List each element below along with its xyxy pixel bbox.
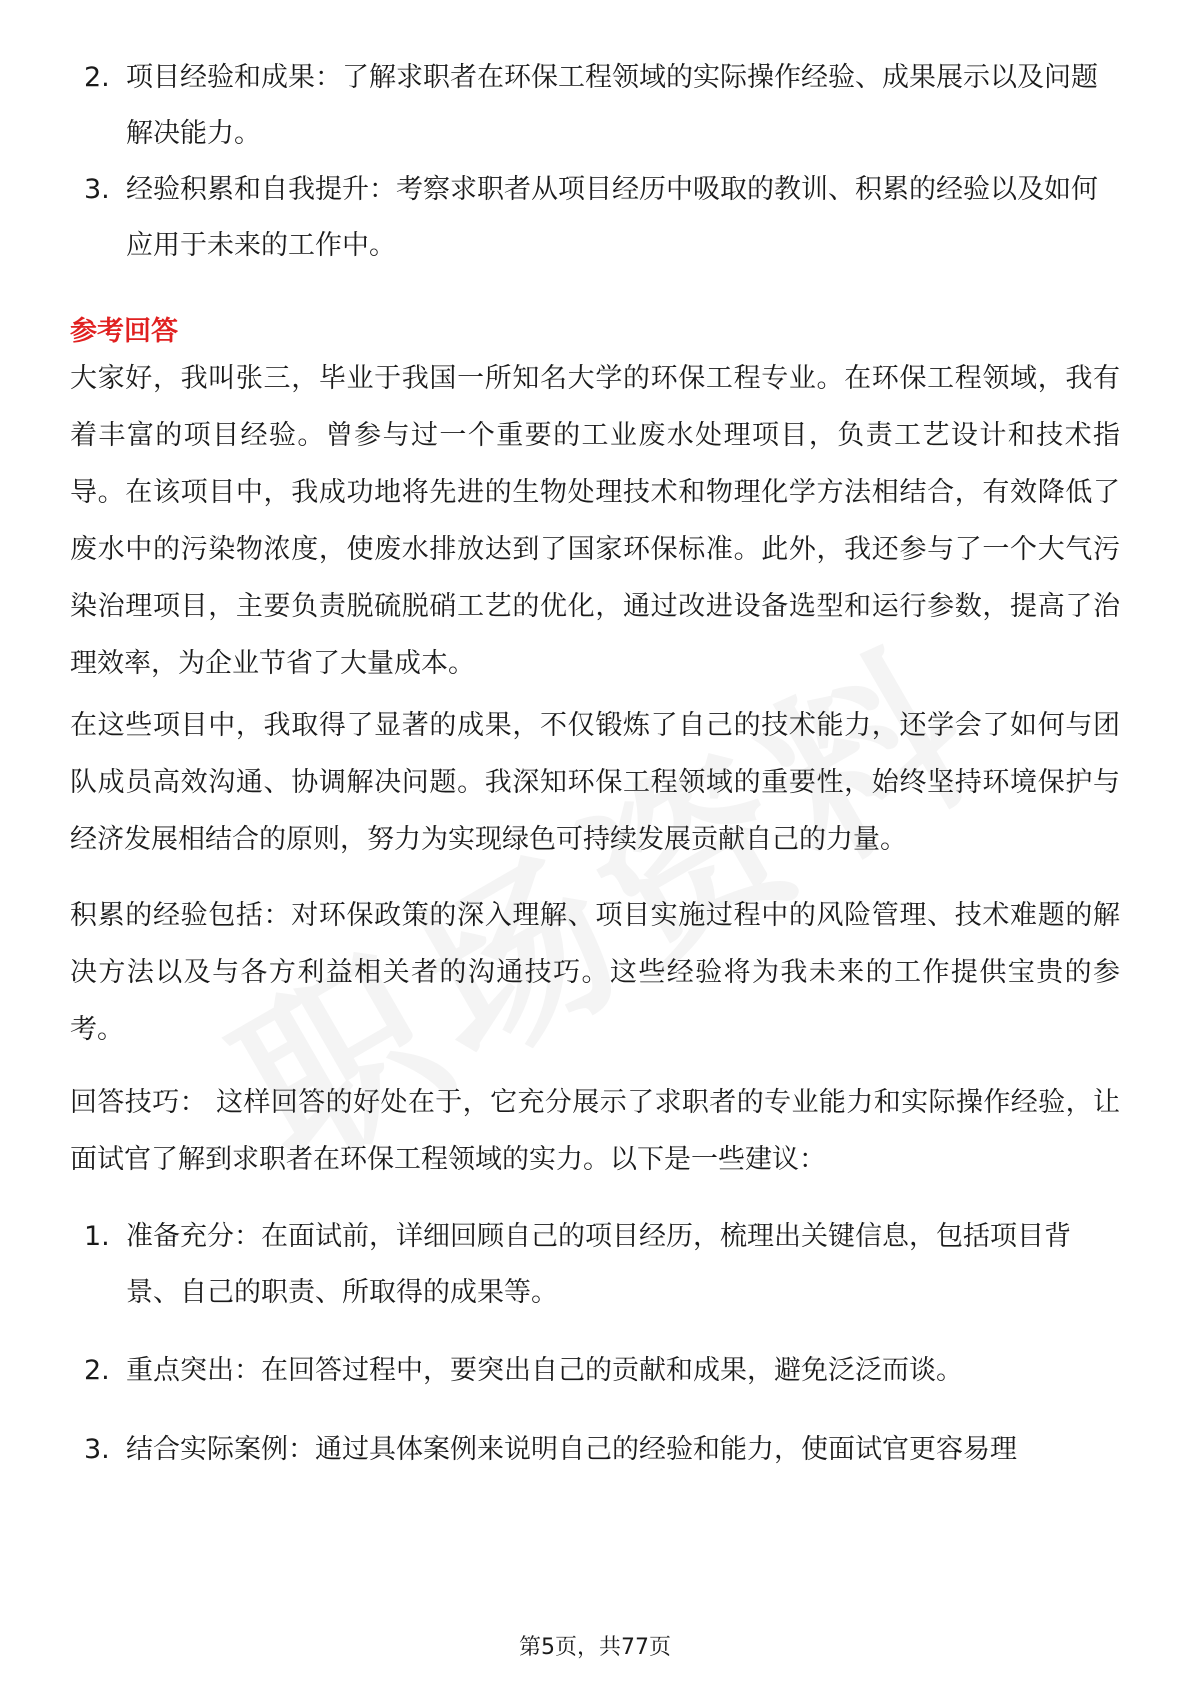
list-text: 重点突出：在回答过程中，要突出自己的贡献和成果，避免泛泛而谈。 — [126, 1355, 963, 1386]
list-item — [70, 1422, 1120, 1478]
section-heading: 参考回答 — [70, 316, 178, 347]
list-text: 经验积累和自我提升：考察求职者从项目经历中吸取的教训、积累的经验以及如何应用于未来的工作中。 — [126, 174, 1098, 261]
tips-list — [70, 1422, 1120, 1478]
tips-list — [70, 1343, 1120, 1399]
answer-paragraph: 积累的经验包括：对环保政策的深入理解、项目实施过程中的风险管理、技术难题的解决方法以及与各方利益相关者的沟通技巧。这些经验将为我未来的工作提供宝贵的参考。 — [70, 900, 1120, 1045]
list-number: 3. — [84, 1434, 110, 1465]
list-text: 准备充分：在面试前，详细回顾自己的项目经历，梳理出关键信息，包括项目背景、自己的职责、所取得的成果等。 — [126, 1221, 1071, 1308]
tips-intro-paragraph: 回答技巧： 这样回答的好处在于，它充分展示了求职者的专业能力和实际操作经验，让面试官了解到求职者在环保工程领域的实力。以下是一些建议： — [70, 1087, 1120, 1175]
list-item — [70, 1209, 1120, 1321]
list-item — [70, 50, 1120, 162]
answer-paragraph: 大家好，我叫张三，毕业于我国一所知名大学的环保工程专业。在环保工程领域，我有着丰富的项目经验。曾参与过一个重要的工业废水处理项目，负责工艺设计和技术指导。在该项目中，我成功地将先进的生物处理技术和物理化学方法相结合，有效降低了废水中的污染物浓度，使废水排放达到了国家环保标准。此外，我还参与了一个大气污染治理项目，主要负责脱硫脱硝工艺的优化，通过改进设备选型和运行参数，提高了治理效率，为企业节省了大量成本。 — [70, 363, 1120, 679]
criteria-list — [70, 50, 1120, 274]
list-number: 2. — [84, 1355, 110, 1386]
list-text: 结合实际案例：通过具体案例来说明自己的经验和能力，使面试官更容易理 — [126, 1434, 1017, 1465]
list-number: 3. — [84, 174, 110, 205]
list-number: 2. — [84, 62, 110, 93]
list-item — [70, 1343, 1120, 1399]
tips-list — [70, 1209, 1120, 1321]
list-item — [70, 162, 1120, 274]
page-number: 第5页，共77页 — [519, 1635, 671, 1660]
list-text: 项目经验和成果：了解求职者在环保工程领域的实际操作经验、成果展示以及问题解决能力。 — [126, 62, 1098, 149]
list-number: 1. — [84, 1221, 110, 1252]
answer-paragraph: 在这些项目中，我取得了显著的成果，不仅锻炼了自己的技术能力，还学会了如何与团队成员高效沟通、协调解决问题。我深知环保工程领域的重要性，始终坚持环境保护与经济发展相结合的原则，努力为实现绿色可持续发展贡献自己的力量。 — [70, 710, 1120, 855]
